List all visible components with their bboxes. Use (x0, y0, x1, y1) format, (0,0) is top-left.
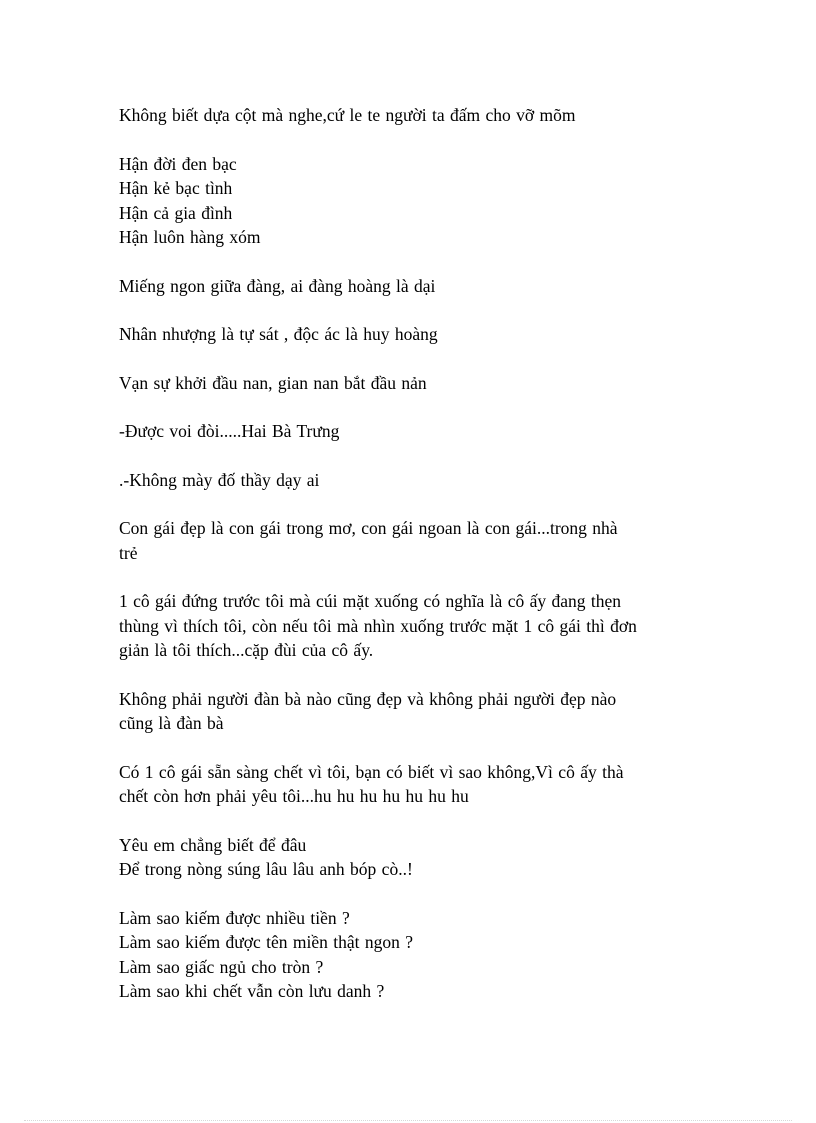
paragraph (119, 687, 719, 736)
text-line: Làm sao giấc ngủ cho tròn ? (119, 956, 324, 977)
text-line: Hận cả gia đình (119, 202, 233, 223)
paragraph (119, 760, 719, 809)
text-line: .-Không mày đố thầy dạy ai (119, 469, 320, 490)
paragraph (119, 589, 719, 663)
text-line: Hận luôn hàng xóm (119, 227, 261, 247)
text-line: Làm sao khi chết vẫn còn lưu danh ? (119, 981, 385, 1001)
text-line: 1 cô gái đứng trước tôi mà cúi mặt xuống có nghĩa là cô ấy đang thẹn (119, 591, 622, 611)
document-body (119, 103, 719, 1028)
paragraph (119, 833, 719, 882)
text-line: Để trong nòng súng lâu lâu anh bóp cò..! (119, 859, 413, 879)
text-line: -Được voi đòi.....Hai Bà Trưng (119, 421, 340, 441)
paragraph (119, 468, 719, 493)
text-line: Vạn sự khởi đầu nan, gian nan bắt đầu nản (119, 372, 427, 393)
text-line: Làm sao kiếm được tên miền thật ngon ? (119, 932, 414, 952)
paragraph (119, 152, 719, 250)
text-line: chết còn hơn phải yêu tôi...hu hu hu hu hu hu hu (119, 786, 469, 806)
paragraph (119, 274, 719, 299)
text-line: cũng là đàn bà (119, 713, 224, 733)
text-line: Hận kẻ bạc tình (119, 178, 233, 198)
text-line: thùng vì thích tôi, còn nếu tôi mà nhìn xuống trước mặt 1 cô gái thì đơn (119, 615, 637, 636)
page-bottom-divider (24, 1120, 792, 1121)
paragraph (119, 419, 719, 444)
text-line: trẻ (119, 542, 138, 563)
text-line: Hận đời đen bạc (119, 153, 237, 174)
text-line: Có 1 cô gái sẵn sàng chết vì tôi, bạn có biết vì sao không,Vì cô ấy thà (119, 761, 624, 782)
text-line: Không phải người đàn bà nào cũng đẹp và không phải người đẹp nào (119, 688, 617, 709)
paragraph (119, 516, 719, 565)
text-line: Không biết dựa cột mà nghe,cứ le te người ta đấm cho vỡ mõm (119, 105, 576, 125)
paragraph (119, 103, 719, 128)
text-line: giản là tôi thích...cặp đùi của cô ấy. (119, 640, 374, 660)
paragraph (119, 906, 719, 1004)
paragraph (119, 371, 719, 396)
text-line: Con gái đẹp là con gái trong mơ, con gái ngoan là con gái...trong nhà (119, 518, 618, 538)
text-line: Làm sao kiếm được nhiều tiền ? (119, 907, 350, 928)
paragraph (119, 322, 719, 347)
text-line: Yêu em chẳng biết để đâu (119, 834, 307, 855)
text-line: Miếng ngon giữa đàng, ai đàng hoàng là dại (119, 275, 436, 296)
text-line: Nhân nhượng là tự sát , độc ác là huy hoàng (119, 324, 438, 344)
